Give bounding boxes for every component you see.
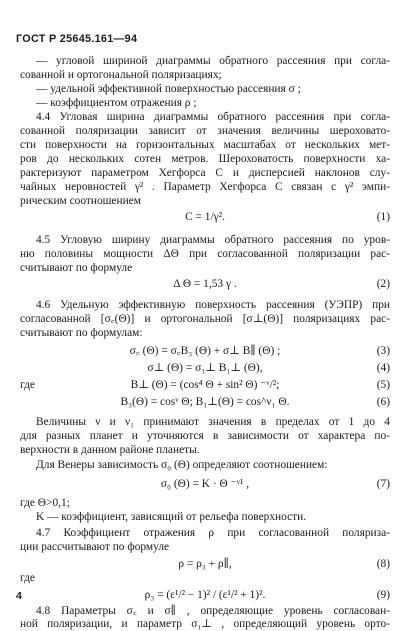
text-line: сованной поляризации зависит от значения величины шероховато- [20, 125, 390, 137]
equation-number: (4) [376, 362, 390, 374]
text-line: где Θ>0,1; [20, 497, 70, 509]
page-number: 4 [16, 590, 22, 602]
text-line: ции рассчитывают по формуле [20, 541, 170, 553]
equation-formula: B₃(Θ) = cosᵛ Θ; B₁⊥(Θ) = cos^ν₁ Θ. [120, 396, 290, 408]
equation-number: (1) [376, 211, 390, 223]
text-line: K — коэффициент, зависящий от рельефа поверхности. [36, 511, 307, 523]
document-header: ГОСТ Р 25645.161—94 [16, 33, 138, 45]
text-line: для разных планет и уточняются в зависимости от характера по- [20, 430, 390, 442]
text-line: 4.4 Угловая ширина диаграммы обратного рассеяния при согла- [36, 111, 390, 123]
text-line: 4.7 Коэффициент отражения ρ при согласованной поляриза- [36, 527, 390, 539]
text-line: — удельной эффективной поверхностью рассеяния σ ; [36, 83, 301, 95]
equation-formula: C = 1/γ². [185, 211, 225, 223]
equation-number: (6) [376, 396, 390, 408]
equation-number: (5) [376, 379, 390, 391]
text-line: — коэффициентом отражения ρ ; [36, 97, 197, 109]
text-line: ню половины мощности ΔΘ при согласованной поляризации рас- [20, 248, 390, 260]
text-line: рическим соотношением [20, 195, 141, 207]
text-line: ной поляризации, и параметр σ₁⊥ , определяющий уровень орто- [20, 618, 390, 630]
equation-label: где [20, 379, 35, 391]
equation-formula: ρ₃ = (ε¹/² − 1)² / (ε¹/² + 1)². [144, 589, 266, 601]
text-line: ров до нескольких сотен метров. Шероховатость поверхности ха- [20, 153, 390, 165]
text-line: рактеризуют параметром Хегфорса C и дисперсией наклонов слу- [20, 167, 390, 179]
equation-formula: B⊥ (Θ) = (cos⁴ Θ + sin² Θ) ⁻ᵛ/²; [130, 379, 280, 391]
text-line: Для Венеры зависимость σ₀ (Θ) определяют соотношением: [36, 459, 328, 471]
text-line: где [20, 572, 35, 584]
text-line: чайных неровностей γ² . Параметр Хегфорса C связан с γ² эмпи- [20, 181, 390, 193]
text-line: 4.8 Параметры σ꜀ и σ∥ , определяющие уровень согласован- [36, 605, 390, 617]
text-line: 4.6 Удельную эффективную поверхность рассеяния (УЭПР) при [36, 299, 390, 311]
text-line: сти поверхности на горизонтальных масштабах от нескольких мет- [20, 139, 390, 151]
text-line: Величины ν и ν₁ принимают значения в пределах от 1 до 4 [36, 416, 390, 428]
equation-formula: σ꜀ (Θ) = σ꜀B₃ (Θ) + σ⊥ B∥ (Θ) ; [129, 345, 281, 357]
text-line: считывают по формулам: [20, 327, 143, 339]
text-line: считывают по формуле [20, 262, 133, 274]
equation-formula: Δ Θ = 1,53 γ . [173, 278, 237, 290]
equation-formula: σ⊥ (Θ) = σ₁⊥ B₁⊥ (Θ), [147, 362, 263, 374]
text-line: 4.5 Угловую ширину диаграммы обратного рассеяния по уров- [36, 234, 390, 246]
equation-number: (7) [376, 478, 390, 490]
equation-formula: ρ = ρ₃ + ρ∥, [178, 558, 232, 570]
equation-number: (3) [376, 345, 390, 357]
equation-formula: σ₀ (Θ) = K · Θ ⁻ᵛ¹ , [160, 478, 250, 490]
text-line: верхности в данном районе планеты. [20, 444, 200, 456]
text-line: сованной и ортогональной поляризациях; [20, 69, 222, 81]
equation-number: (8) [376, 558, 390, 570]
equation-number: (9) [376, 589, 390, 601]
text-line: согласованной [σ꜀(Θ)] и ортогональной [σ⊥(Θ)] поляризациях рас- [20, 313, 390, 325]
equation-number: (2) [376, 278, 390, 290]
text-line: — угловой шириной диаграммы обратного рассеяния при согла- [36, 55, 390, 67]
